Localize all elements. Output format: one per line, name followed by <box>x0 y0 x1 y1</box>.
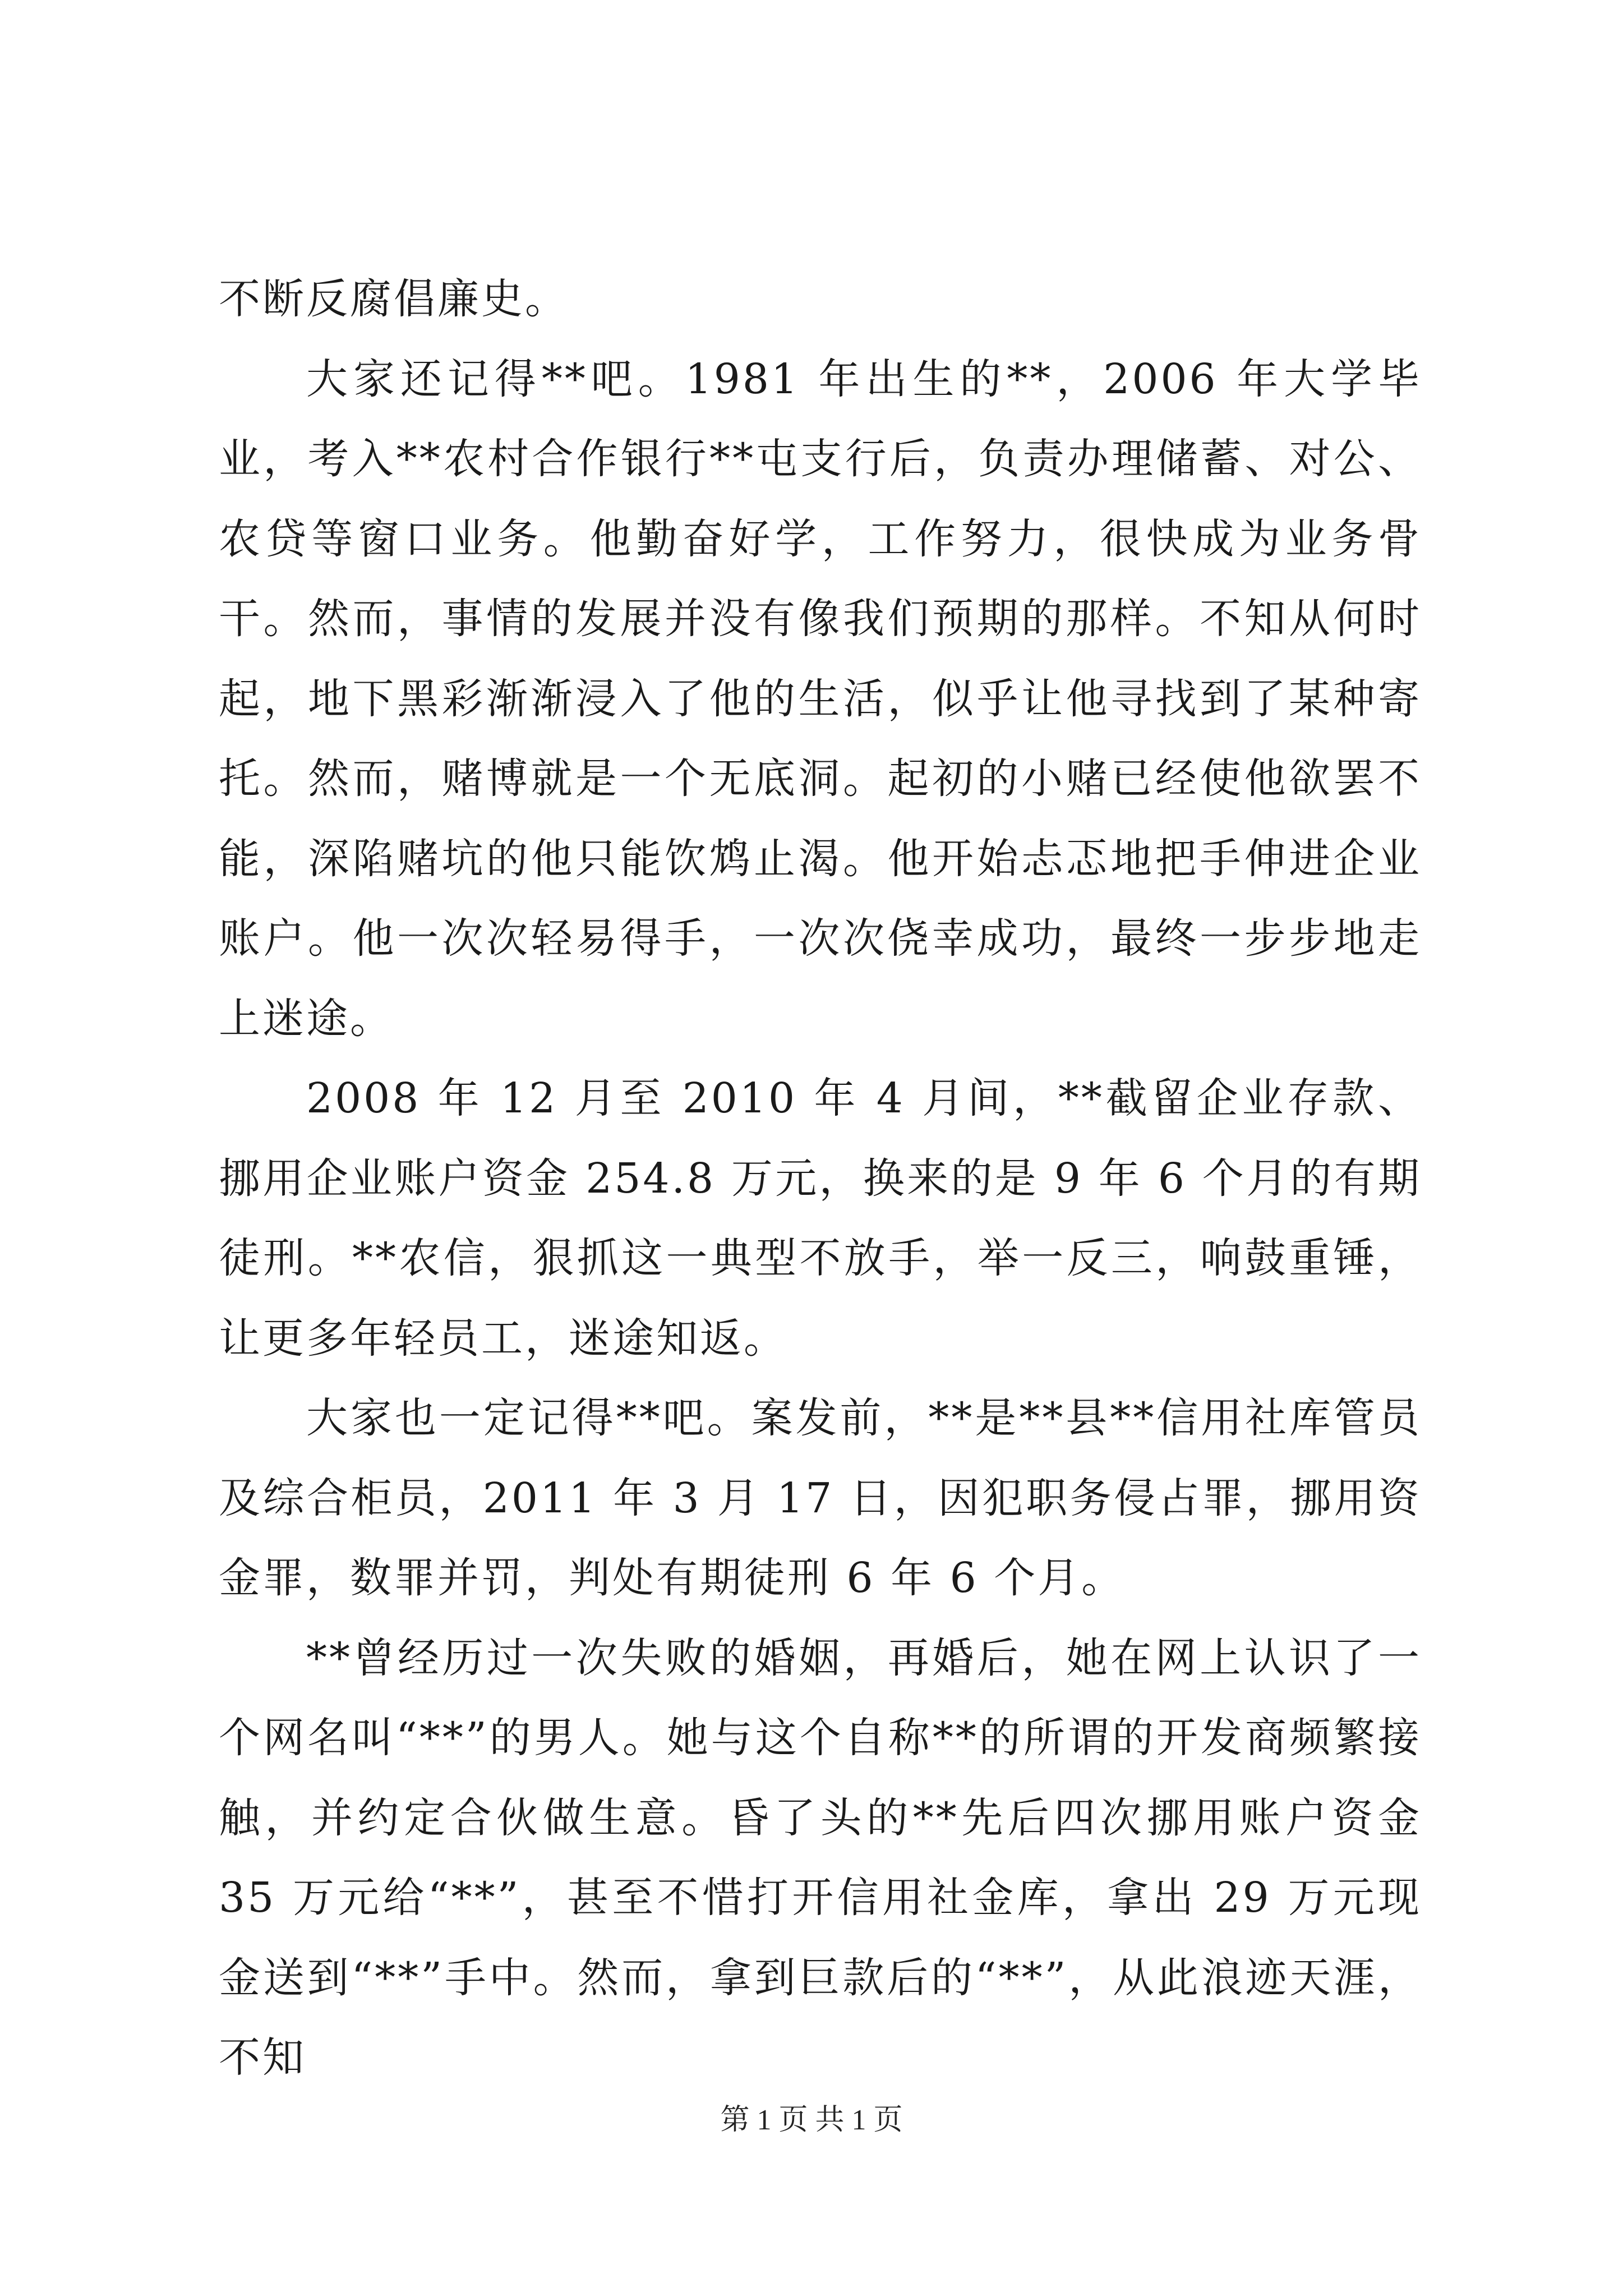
paragraph-5: **曾经历过一次失败的婚姻，再婚后，她在网上认识了一个网名叫“**”的男人。她与这个自称**的所谓的开发商频繁接触，并约定合伙做生意。昏了头的**先后四次挪用账户资金 35 万元给“**”，甚至不惜打开信用社金库，拿出 29 万元现金送到“**”手中。然而，拿到巨款后的“**”，从此浪迹天涯，不知 <box>219 1634 1422 2082</box>
page-footer: 第 1 页 共 1 页 <box>720 2104 903 2136</box>
paragraph-2: 大家还记得**吧。1981 年出生的**，2006 年大学毕业，考入**农村合作银行**屯支行后，负责办理储蓄、对公、农贷等窗口业务。他勤奋好学，工作努力，很快成为业务骨干。然而，事情的发展并没有像我们预期的那样。不知从何时起，地下黑彩渐渐浸入了他的生活，似乎让他寻找到了某种寄托。然而，赌博就是一个无底洞。起初的小赌已经使他欲罢不能，深陷赌坑的他只能饮鸩止渴。他开始忐忑地把手伸进企业账户。他一次次轻易得手，一次次侥幸成功，最终一步步地走上迷途。 <box>219 355 1422 1043</box>
paragraph-1: 不断反腐倡廉史。 <box>219 275 569 323</box>
paragraph-4: 大家也一定记得**吧。案发前，**是**县**信用社库管员及综合柜员，2011 年 3 月 17 日，因犯职务侵占罪，挪用资金罪，数罪并罚，判处有期徒刑 6 年 6 个月。 <box>219 1394 1422 1602</box>
paragraph-3: 2008 年 12 月至 2010 年 4 月间，**截留企业存款、挪用企业账户资金 254.8 万元，换来的是 9 年 6 个月的有期徒刑。**农信，狠抓这一典型不放手，举一反三，响鼓重锤，让更多年轻员工，迷途知返。 <box>219 1074 1422 1363</box>
document-body <box>219 259 1422 2098</box>
